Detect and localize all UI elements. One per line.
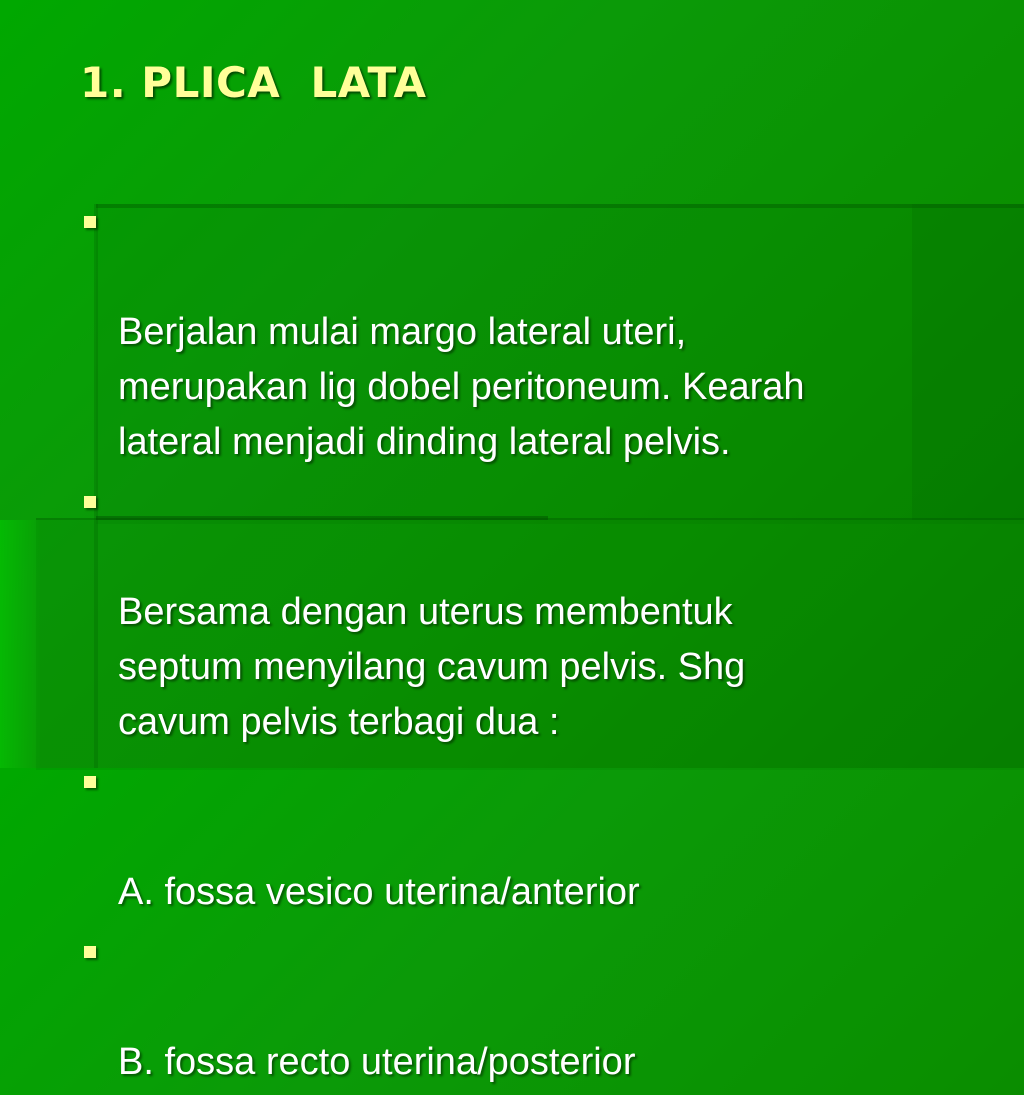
bullet-item [82, 475, 962, 750]
slide-title: 1. PLICA LATA [80, 58, 427, 107]
bullet-text: Berjalan mulai margo lateral uteri, merupakan lig dobel peritoneum. Kearah lateral menjadi dinding lateral pelvis. [118, 311, 805, 463]
bullet-text: A. fossa vesico uterina/anterior [118, 871, 640, 913]
decorative-panel-left [0, 520, 40, 768]
square-bullet-icon [84, 496, 96, 508]
square-bullet-icon [84, 946, 96, 958]
bullet-item [82, 925, 962, 1090]
bullet-text: B. fossa recto uterina/posterior [118, 1041, 636, 1083]
bullet-list [82, 195, 962, 1095]
bullet-item [82, 195, 962, 470]
bullet-text: Bersama dengan uterus membentuk septum menyilang cavum pelvis. Shg cavum pelvis terbagi dua : [118, 591, 746, 743]
bullet-item [82, 755, 962, 920]
square-bullet-icon [84, 776, 96, 788]
square-bullet-icon [84, 216, 96, 228]
